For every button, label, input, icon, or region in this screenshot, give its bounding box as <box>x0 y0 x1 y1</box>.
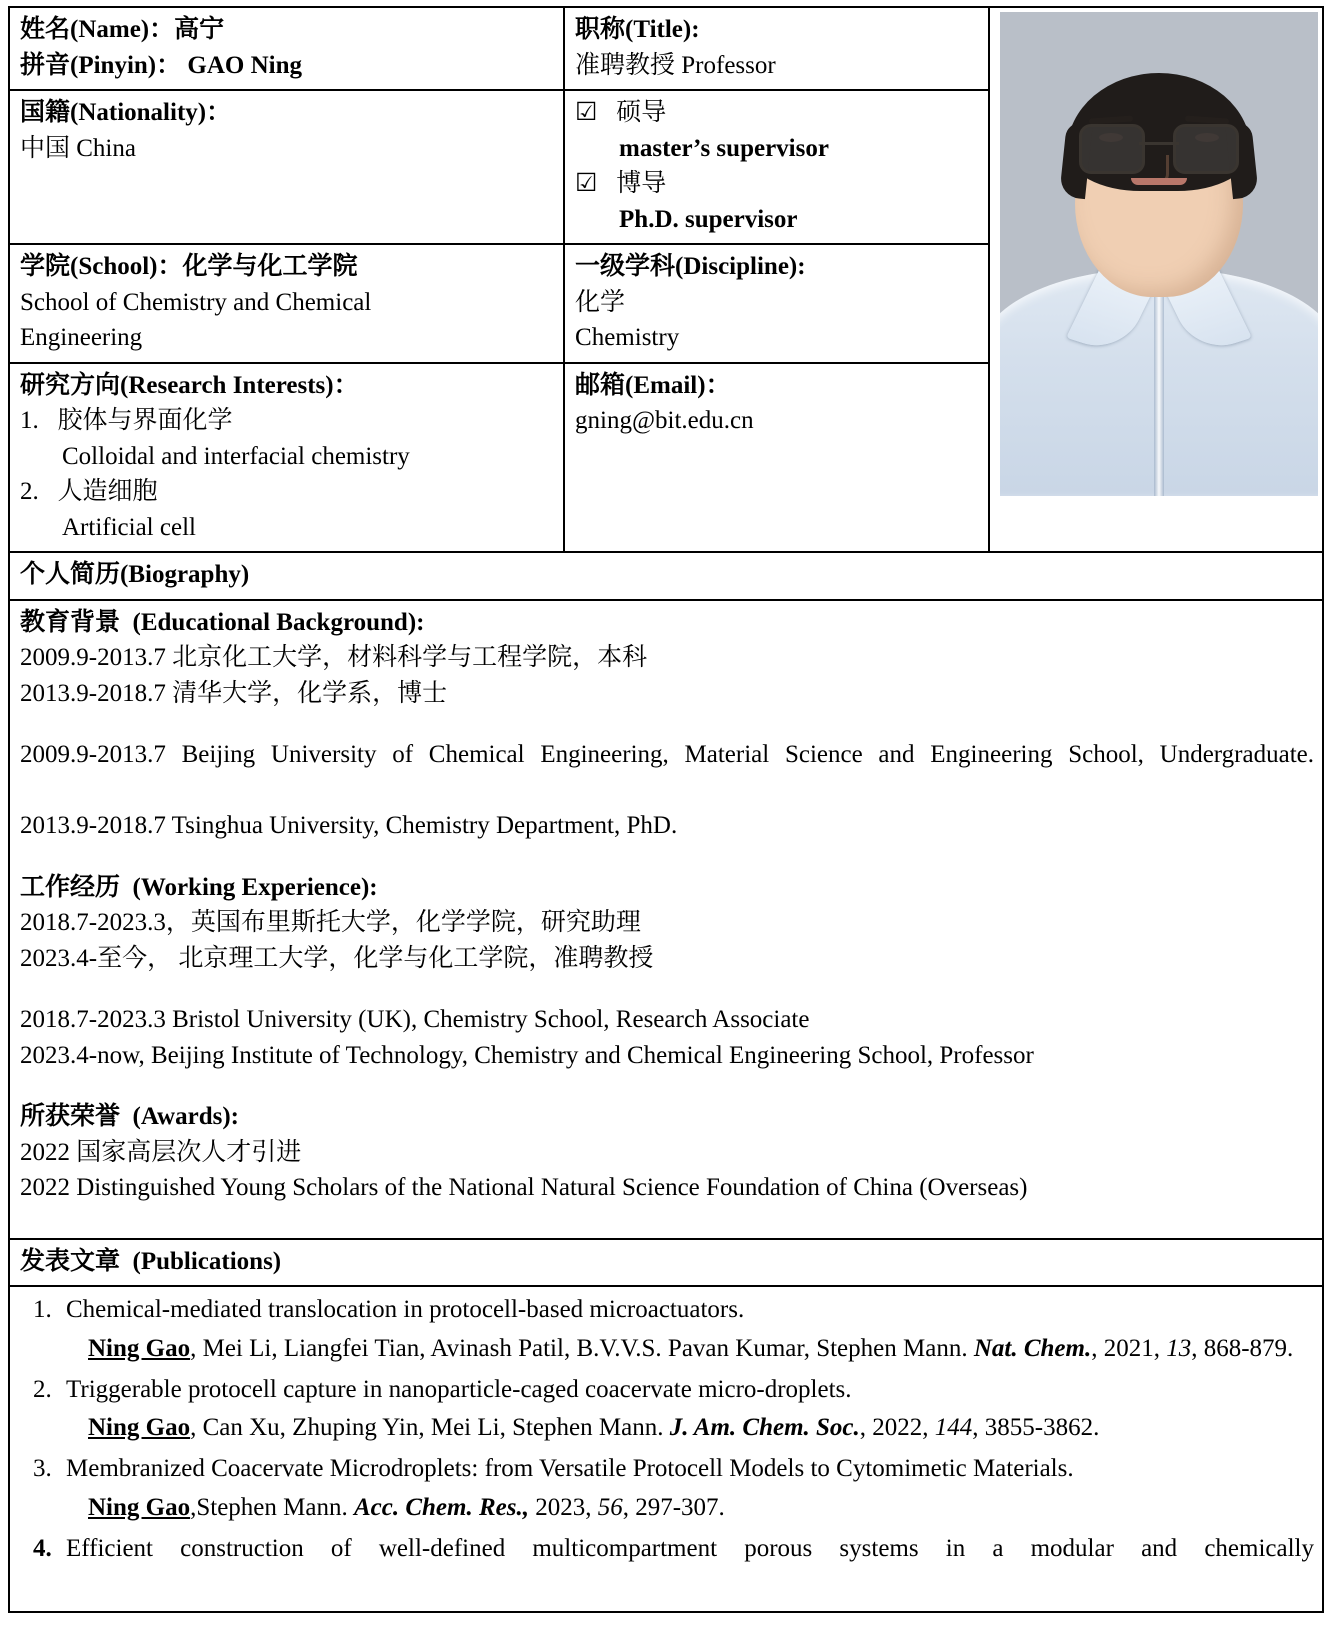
publications-list <box>14 1291 1314 1607</box>
table-row-biography-header <box>9 552 1323 600</box>
working-heading-cn: 工作经历 <box>20 873 121 901</box>
discipline-value-en: Chemistry <box>575 324 680 351</box>
cell-name <box>9 7 564 90</box>
publications-header <box>9 1239 1323 1287</box>
publication-title: 4. Efficient construction of well-defined multicompartment porous systems in a modular and chemically <box>66 1534 1314 1562</box>
author-highlight: Ning Gao <box>88 1493 191 1521</box>
cell-discipline <box>564 244 989 363</box>
journal-name: Nat. Chem. <box>973 1334 1092 1362</box>
email-value[interactable]: gning@bit.edu.cn <box>575 407 754 434</box>
authors-rest: , Mei Li, Liangfei Tian, Avinash Patil, B.V.V.S. Pavan Kumar, Stephen Mann. <box>190 1334 974 1362</box>
publications-body <box>9 1286 1323 1612</box>
working-heading-en: (Working Experience): <box>132 873 378 901</box>
journal-name: J. Am. Chem. Soc. <box>669 1414 860 1442</box>
publication-title: 1. Chemical-mediated translocation in protocell-based microactuators. <box>66 1296 745 1323</box>
school-label: 学院(School)：化学与化工学院 <box>20 253 358 280</box>
spacer <box>20 711 1314 737</box>
cv-page <box>0 6 1332 1613</box>
education-en-line: 2013.9-2018.7 Tsinghua University, Chemistry Department, PhD. <box>20 812 678 839</box>
school-value-line2: Engineering <box>20 324 143 351</box>
portrait-photo <box>1000 12 1318 496</box>
working-cn-line: 2023.4-至今， 北京理工大学，化学与化工学院，准聘教授 <box>20 944 654 972</box>
awards-line: 2022 Distinguished Young Scholars of the National Natural Science Foundation of China (Overseas) <box>20 1174 1028 1201</box>
spacer <box>20 844 1314 870</box>
research-item-1-cn: 胶体与界面化学 <box>57 407 233 434</box>
awards-heading-en: (Awards): <box>132 1103 239 1130</box>
spacer <box>20 1073 1314 1099</box>
awards-line: 2022 国家高层次人才引进 <box>20 1138 302 1166</box>
list-item <box>58 1450 1314 1528</box>
awards-heading <box>20 1099 1314 1135</box>
lens-right-shape <box>1173 124 1239 174</box>
mouth-shape <box>1131 178 1187 185</box>
title-value: 准聘教授 Professor <box>575 51 776 79</box>
cell-email <box>564 363 989 553</box>
table-row-biography-body <box>9 600 1323 1239</box>
supervisor-phd-label-cn: 博导 <box>616 170 667 197</box>
name-label: 姓名(Name)：高宁 <box>20 16 225 43</box>
nationality-label: 国籍(Nationality)： <box>20 99 232 126</box>
authors-rest: ,Stephen Mann. <box>190 1493 354 1521</box>
research-item-2-cn: 人造细胞 <box>57 478 158 505</box>
biography-body <box>9 600 1323 1239</box>
publication-year: , 2022, <box>859 1414 935 1442</box>
publication-pages: , 868-879. <box>1191 1334 1294 1362</box>
lens-left-shape <box>1079 124 1145 174</box>
supervisor-phd-row <box>575 166 980 202</box>
research-item-2 <box>20 474 555 510</box>
cell-title <box>564 7 989 90</box>
author-highlight: Ning Gao <box>88 1334 191 1362</box>
education-en-line: 2009.9-2013.7 Beijing University of Chemical Engineering, Material Science and Engineering School, Undergraduate. <box>20 741 1314 768</box>
checkbox-phd-icon[interactable]: ☑ <box>575 170 598 197</box>
research-item-1 <box>20 403 555 439</box>
cell-nationality <box>9 90 564 244</box>
working-heading <box>20 870 1314 906</box>
table-row-name <box>9 7 1323 90</box>
education-heading-cn: 教育背景 <box>20 608 121 636</box>
research-item-1-en: Colloidal and interfacial chemistry <box>62 442 410 470</box>
publication-title: 3. Membranized Coacervate Microdroplets: from Versatile Protocell Models to Cytomimetic Materials. <box>66 1455 1074 1482</box>
publication-volume: 13 <box>1166 1334 1192 1362</box>
education-heading-en: (Educational Background): <box>132 608 425 636</box>
research-item <box>20 403 555 474</box>
nationality-value: 中国 China <box>20 134 136 162</box>
journal-name: Acc. Chem. Res., <box>353 1493 529 1521</box>
research-interests-label: 研究方向(Research Interests)： <box>20 371 359 399</box>
publication-authors <box>66 1330 1314 1369</box>
supervisor-master-row <box>575 95 980 131</box>
publication-pages: , 297-307. <box>622 1493 725 1521</box>
author-highlight: Ning Gao <box>88 1414 191 1442</box>
school-value-line1: School of Chemistry and Chemical <box>20 288 372 316</box>
publication-volume: 144 <box>934 1414 973 1442</box>
checkbox-master-icon[interactable]: ☑ <box>575 99 598 126</box>
cell-supervisor <box>564 90 989 244</box>
supervisor-master-label-en: master’s supervisor <box>619 134 829 162</box>
education-cn-line: 2013.9-2018.7 清华大学，化学系，博士 <box>20 679 448 707</box>
research-item-2-en: Artificial cell <box>62 513 196 541</box>
publication-year: 2023, <box>528 1493 598 1521</box>
research-item <box>20 474 555 545</box>
research-item-2-number: 2. <box>20 478 39 505</box>
email-label: 邮箱(Email)： <box>575 371 731 399</box>
shirt-shape <box>1000 269 1318 496</box>
photo-background <box>1000 12 1318 496</box>
list-item <box>58 1530 1314 1608</box>
publications-header-en: (Publications) <box>132 1247 282 1275</box>
publication-authors <box>66 1489 1314 1528</box>
discipline-value-cn: 化学 <box>575 288 626 316</box>
education-heading <box>20 605 1314 641</box>
research-item-1-number: 1. <box>20 407 39 434</box>
list-item <box>58 1291 1314 1369</box>
publication-pages: , 3855-3862. <box>972 1414 1100 1442</box>
publication-authors <box>66 1409 1314 1448</box>
supervisor-phd-label-en: Ph.D. supervisor <box>619 205 798 233</box>
cell-photo <box>989 7 1323 552</box>
publication-title: 2. Triggerable protocell capture in nanoparticle-caged coacervate micro-droplets. <box>66 1375 852 1403</box>
table-row-publications-body <box>9 1286 1323 1612</box>
table-row-publications-header <box>9 1239 1323 1287</box>
cell-research-interests <box>9 363 564 553</box>
education-cn-line: 2009.9-2013.7 北京化工大学，材料科学与工程学院，本科 <box>20 644 648 671</box>
title-label: 职称(Title): <box>575 16 700 43</box>
authors-rest: , Can Xu, Zhuping Yin, Mei Li, Stephen Mann. <box>190 1414 670 1442</box>
supervisor-master-label-cn: 硕导 <box>616 99 667 126</box>
spacer <box>20 1206 1314 1232</box>
spacer <box>20 976 1314 1002</box>
publication-volume: 56 <box>597 1493 623 1521</box>
biography-header: 个人简历(Biography) <box>9 552 1323 600</box>
working-cn-line: 2018.7-2023.3，英国布里斯托大学，化学学院，研究助理 <box>20 909 641 936</box>
cell-school <box>9 244 564 363</box>
awards-heading-cn: 所获荣誉 <box>20 1103 121 1130</box>
working-en-line: 2018.7-2023.3 Bristol University (UK), Chemistry School, Research Associate <box>20 1006 810 1033</box>
list-item <box>58 1371 1314 1449</box>
working-en-line: 2023.4-now, Beijing Institute of Technology, Chemistry and Chemical Engineering School, Professor <box>20 1041 1034 1069</box>
pinyin-label: 拼音(Pinyin)： GAO Ning <box>20 51 302 79</box>
publications-header-cn: 发表文章 <box>20 1247 121 1275</box>
glasses-bridge-shape <box>1139 142 1179 145</box>
discipline-label: 一级学科(Discipline): <box>575 253 806 280</box>
cv-table <box>8 6 1324 1613</box>
publication-year: , 2021, <box>1091 1334 1167 1362</box>
